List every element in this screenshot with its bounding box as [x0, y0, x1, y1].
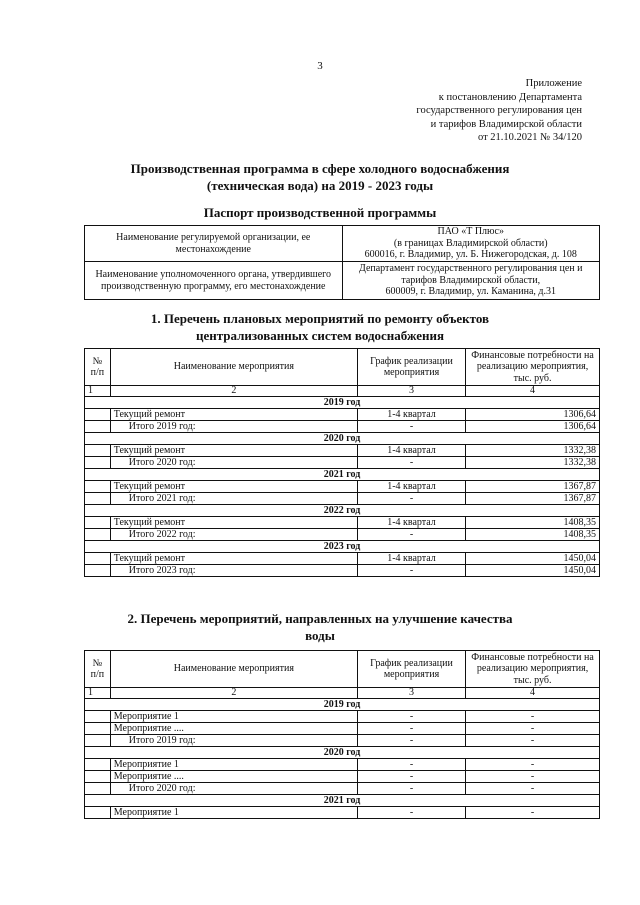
- year-row: [85, 541, 600, 553]
- total-row: [85, 529, 600, 541]
- year-label: 2023 год: [85, 541, 600, 553]
- schedule: -: [357, 457, 465, 469]
- schedule: -: [357, 723, 465, 735]
- passport-label: Наименование регулируемой организации, ее местонахождение: [85, 226, 343, 262]
- year-label: 2019 год: [85, 699, 600, 711]
- column-number: 1: [85, 688, 111, 699]
- amount: -: [466, 735, 600, 747]
- amount: 1450,04: [466, 565, 600, 577]
- year-label: 2020 год: [85, 433, 600, 445]
- passport-value: Департамент государственного регулирования цен и тарифов Владимирской области, 600009, г. Владимир, ул. Каманина, д.31: [342, 262, 600, 300]
- title-line: Производственная программа в сфере холодного водоснабжения: [130, 161, 510, 176]
- column-number-row: [85, 688, 600, 699]
- total-row: [85, 421, 600, 433]
- measure-name: Мероприятие 1: [110, 807, 357, 819]
- measure-name: Итого 2020 год:: [110, 457, 357, 469]
- amount: -: [466, 759, 600, 771]
- measure-name: Текущий ремонт: [110, 445, 357, 457]
- amount: 1306,64: [466, 409, 600, 421]
- column-header: Финансовые потребности на реализацию мероприятия, тыс. руб.: [466, 349, 600, 386]
- year-row: [85, 397, 600, 409]
- column-number: 1: [85, 386, 111, 397]
- row-number: [85, 711, 111, 723]
- title-line: 2. Перечень мероприятий, направленных на улучшение качества: [127, 611, 513, 626]
- table-row: [85, 481, 600, 493]
- measure-name: Итого 2021 год:: [110, 493, 357, 505]
- table-row: [85, 553, 600, 565]
- amount: 1332,38: [466, 457, 600, 469]
- passport-label: Наименование уполномоченного органа, утвердившего производственную программу, его местонахождение: [85, 262, 343, 300]
- amount: 1332,38: [466, 445, 600, 457]
- year-label: 2022 год: [85, 505, 600, 517]
- appendix-line: государственного регулирования цен: [416, 105, 582, 116]
- total-row: [85, 457, 600, 469]
- total-row: [85, 565, 600, 577]
- row-number: [85, 457, 111, 469]
- schedule: -: [357, 735, 465, 747]
- measure-name: Текущий ремонт: [110, 481, 357, 493]
- column-number: 2: [110, 386, 357, 397]
- row-number: [85, 493, 111, 505]
- table-row: [85, 723, 600, 735]
- passport-value: ПАО «Т Плюс» (в границах Владимирской области) 600016, г. Владимир, ул. Б. Нижегородская, д. 108: [342, 226, 600, 262]
- row-number: [85, 409, 111, 421]
- measure-name: Мероприятие 1: [110, 711, 357, 723]
- appendix-block: [416, 77, 582, 145]
- row-number: [85, 553, 111, 565]
- year-row: [85, 795, 600, 807]
- column-header: Финансовые потребности на реализацию мероприятия, тыс. руб.: [466, 651, 600, 688]
- amount: 1367,87: [466, 481, 600, 493]
- year-row: [85, 469, 600, 481]
- amount: 1408,35: [466, 517, 600, 529]
- column-header: № п/п: [85, 651, 111, 688]
- measure-name: Итого 2019 год:: [110, 421, 357, 433]
- measure-name: Текущий ремонт: [110, 517, 357, 529]
- measure-name: Итого 2019 год:: [110, 735, 357, 747]
- row-number: [85, 783, 111, 795]
- title-line: 1. Перечень плановых мероприятий по ремонту объектов: [150, 311, 490, 326]
- header-row: [85, 651, 600, 688]
- total-row: [85, 493, 600, 505]
- row-number: [85, 735, 111, 747]
- table-row: [85, 759, 600, 771]
- year-label: 2019 год: [85, 397, 600, 409]
- column-number: 3: [357, 688, 465, 699]
- measure-name: Текущий ремонт: [110, 553, 357, 565]
- measure-name: Мероприятие ....: [110, 723, 357, 735]
- schedule: -: [357, 807, 465, 819]
- column-number: 3: [357, 386, 465, 397]
- column-header: Наименование мероприятия: [110, 651, 357, 688]
- schedule: 1-4 квартал: [357, 517, 465, 529]
- measure-name: Итого 2020 год:: [110, 783, 357, 795]
- title-line: централизованных систем водоснабжения: [195, 328, 445, 343]
- year-row: [85, 747, 600, 759]
- column-number: 4: [466, 688, 600, 699]
- measure-name: Итого 2023 год:: [110, 565, 357, 577]
- schedule: -: [357, 711, 465, 723]
- year-label: 2021 год: [85, 469, 600, 481]
- appendix-line: от 21.10.2021 № 34/120: [477, 132, 582, 143]
- schedule: -: [357, 783, 465, 795]
- table-row: [85, 445, 600, 457]
- appendix-line: и тарифов Владимирской области: [430, 118, 582, 130]
- year-label: 2020 год: [85, 747, 600, 759]
- column-number-row: [85, 386, 600, 397]
- table-row: [85, 807, 600, 819]
- column-number: 2: [110, 688, 357, 699]
- schedule: -: [357, 565, 465, 577]
- amount: 1306,64: [466, 421, 600, 433]
- total-row: [85, 783, 600, 795]
- schedule: -: [357, 421, 465, 433]
- amount: -: [466, 711, 600, 723]
- schedule: 1-4 квартал: [357, 445, 465, 457]
- row-number: [85, 421, 111, 433]
- table-row: [85, 409, 600, 421]
- row-number: [85, 723, 111, 735]
- row-number: [85, 445, 111, 457]
- amount: 1408,35: [466, 529, 600, 541]
- amount: -: [466, 783, 600, 795]
- row-number: [85, 529, 111, 541]
- appendix-line: Приложение: [525, 78, 582, 89]
- repair-plan-table: [84, 348, 600, 577]
- amount: 1367,87: [466, 493, 600, 505]
- header-row: [85, 349, 600, 386]
- schedule: 1-4 квартал: [357, 409, 465, 421]
- section1-title: [0, 310, 640, 344]
- schedule: -: [357, 529, 465, 541]
- table-row: [85, 711, 600, 723]
- amount: -: [466, 723, 600, 735]
- measure-name: Мероприятие ....: [110, 771, 357, 783]
- schedule: -: [357, 759, 465, 771]
- row-number: [85, 807, 111, 819]
- column-header: Наименование мероприятия: [110, 349, 357, 386]
- row-number: [85, 759, 111, 771]
- passport-title: Паспорт производственной программы: [203, 205, 437, 220]
- table-row: [85, 517, 600, 529]
- title-line: (техническая вода) на 2019 - 2023 годы: [206, 178, 434, 193]
- year-row: [85, 699, 600, 711]
- column-header: № п/п: [85, 349, 111, 386]
- section2-title: [0, 610, 640, 644]
- row-number: [85, 517, 111, 529]
- measure-name: Мероприятие 1: [110, 759, 357, 771]
- year-row: [85, 433, 600, 445]
- schedule: 1-4 квартал: [357, 553, 465, 565]
- appendix-line: к постановлению Департамента: [438, 91, 582, 103]
- total-row: [85, 735, 600, 747]
- table-row: [85, 771, 600, 783]
- amount: -: [466, 771, 600, 783]
- passport-table: [84, 225, 600, 300]
- amount: -: [466, 807, 600, 819]
- amount: 1450,04: [466, 553, 600, 565]
- year-row: [85, 505, 600, 517]
- schedule: 1-4 квартал: [357, 481, 465, 493]
- document-title: [0, 160, 640, 194]
- schedule: -: [357, 771, 465, 783]
- row-number: [85, 565, 111, 577]
- schedule: -: [357, 493, 465, 505]
- column-header: График реализации мероприятия: [357, 349, 465, 386]
- measure-name: Текущий ремонт: [110, 409, 357, 421]
- column-number: 4: [466, 386, 600, 397]
- year-label: 2021 год: [85, 795, 600, 807]
- measure-name: Итого 2022 год:: [110, 529, 357, 541]
- page-number: 3: [317, 60, 323, 72]
- quality-plan-table: [84, 650, 600, 819]
- column-header: График реализации мероприятия: [357, 651, 465, 688]
- title-line: воды: [305, 628, 335, 643]
- row-number: [85, 771, 111, 783]
- row-number: [85, 481, 111, 493]
